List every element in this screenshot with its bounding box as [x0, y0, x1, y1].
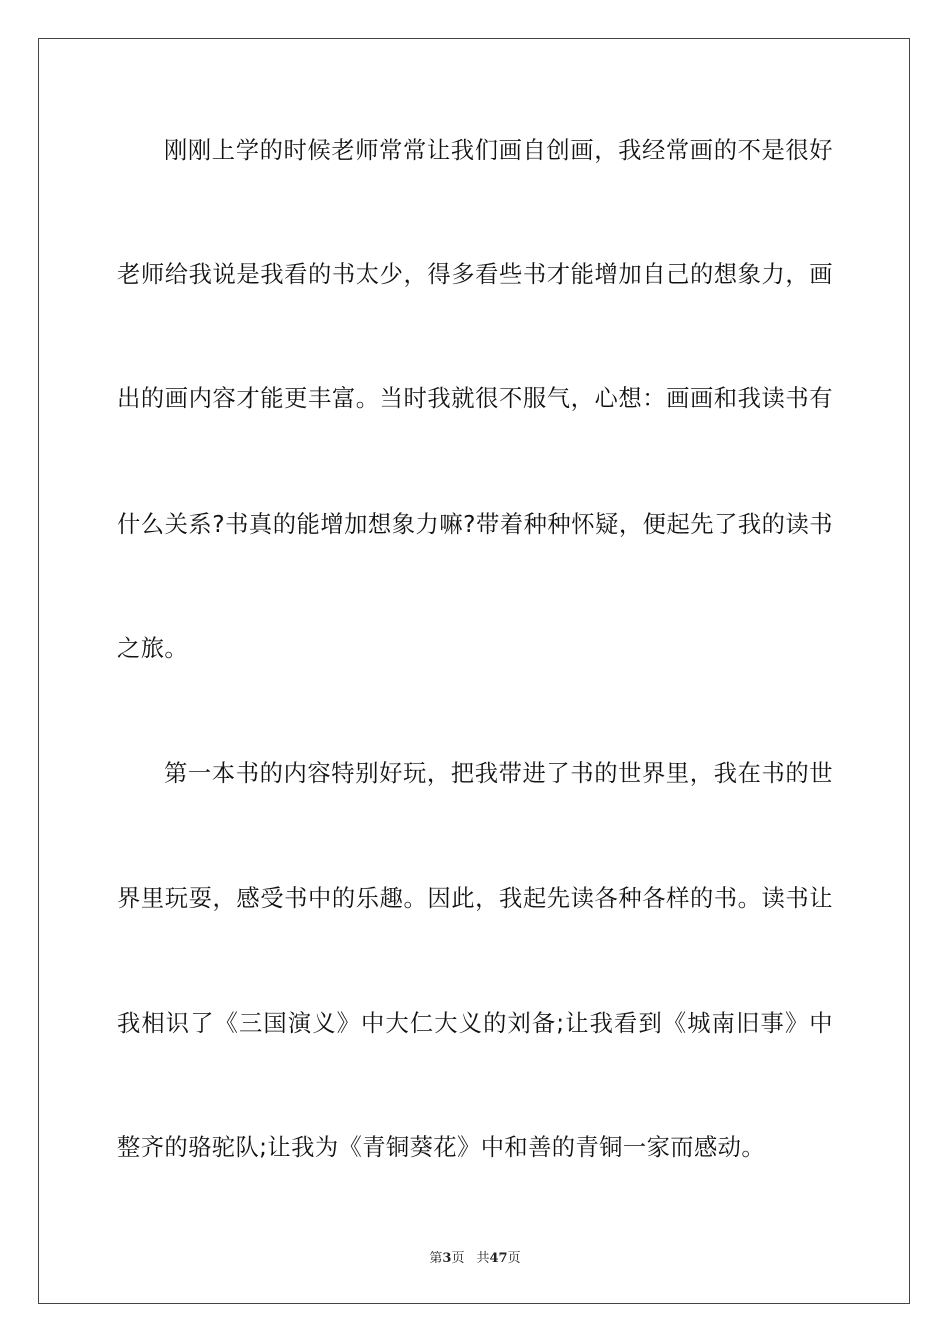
- footer-page-prefix: 第: [429, 1251, 443, 1266]
- page-border: [38, 38, 910, 1304]
- text-line: 刚刚上学的时候老师常常让我们画自创画，我经常画的不是很好: [164, 137, 833, 164]
- text-line: 出的画内容才能更丰富。当时我就很不服气，心想：画画和我读书有: [117, 385, 833, 412]
- text-line: 整齐的骆驼队;让我为《青铜葵花》中和善的青铜一家而感动。: [117, 1134, 766, 1161]
- text-line: 什么关系?书真的能增加想象力嘛?带着种种怀疑，便起先了我的读书: [117, 511, 833, 538]
- footer-total-prefix: 共: [476, 1251, 490, 1266]
- page-footer: [0, 1247, 950, 1266]
- text-line: 我相识了《三国演义》中大仁大义的刘备;让我看到《城南旧事》中: [117, 1010, 833, 1037]
- footer-total-pages: 47: [489, 1251, 508, 1266]
- text-line: 老师给我说是我看的书太少，得多看些书才能增加自己的想象力，画: [117, 261, 833, 288]
- text-line: 界里玩耍，感受书中的乐趣。因此，我起先读各种各样的书。读书让: [117, 885, 833, 912]
- text-line: 第一本书的内容特别好玩，把我带进了书的世界里，我在书的世: [164, 760, 833, 787]
- footer-page-number: 3: [442, 1251, 452, 1266]
- footer-total-suffix: 页: [507, 1251, 521, 1266]
- footer-page-suffix: 页: [451, 1251, 465, 1266]
- text-line: 之旅。: [117, 635, 189, 662]
